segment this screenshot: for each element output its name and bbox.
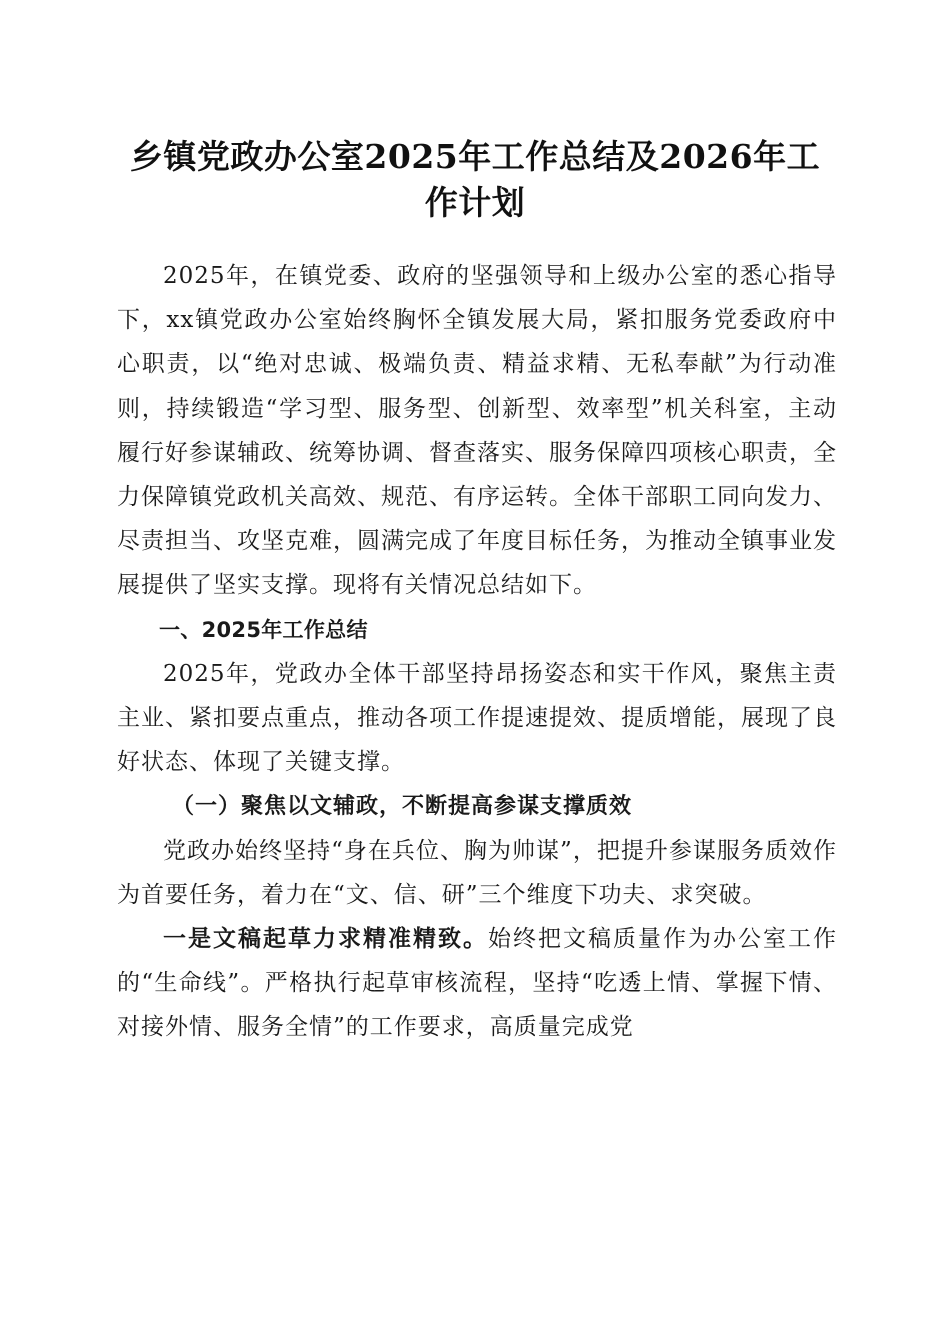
point-lead: 一是文稿起草力求精准精致。: [163, 925, 488, 953]
point-paragraph: [117, 917, 837, 1050]
subsection-paragraph: 党政办始终坚持“身在兵位、胸为帅谋”，把提升参谋服务质效作为首要任务，着力在“文、信、研”三个维度下功夫、求突破。: [117, 837, 837, 908]
title-line-2: 作计划: [424, 183, 526, 222]
document-body: [117, 254, 837, 1050]
section-intro-paragraph: 2025年，党政办全体干部坚持昂扬姿态和实干作风，聚焦主责主业、紧扣要点重点，推动各项工作提速提效、提质增能，展现了良好状态、体现了关键支撑。: [117, 660, 837, 776]
intro-paragraph: 2025年，在镇党委、政府的坚强领导和上级办公室的悉心指导下，xx镇党政办公室始终胸怀全镇发展大局，紧扣服务党委政府中心职责，以“绝对忠诚、极端负责、精益求精、无私奉献”为行动准则，持续锻造“学习型、服务型、创新型、效率型”机关科室，主动履行好参谋辅政、统筹协调、督查落实、服务保障四项核心职责，全力保障镇党政机关高效、规范、有序运转。全体干部职工同向发力、尽责担当、攻坚克难，圆满完成了年度目标任务，为推动全镇事业发展提供了坚实支撑。现将有关情况总结如下。: [117, 263, 837, 599]
subsection-heading: （一）聚焦以文辅政，不断提高参谋支撑质效: [172, 793, 633, 820]
document-title: [110, 134, 840, 226]
point-text: 始终把文稿质量作为办公室工作的“生命线”。严格执行起草审核流程，坚持“吃透上情、掌握下情、对接外情、服务全情”的工作要求，高质量完成党: [117, 926, 837, 1041]
title-line-1: 乡镇党政办公室2025年工作总结及2026年工: [129, 137, 821, 176]
section-heading: 一、2025年工作总结: [159, 617, 368, 642]
